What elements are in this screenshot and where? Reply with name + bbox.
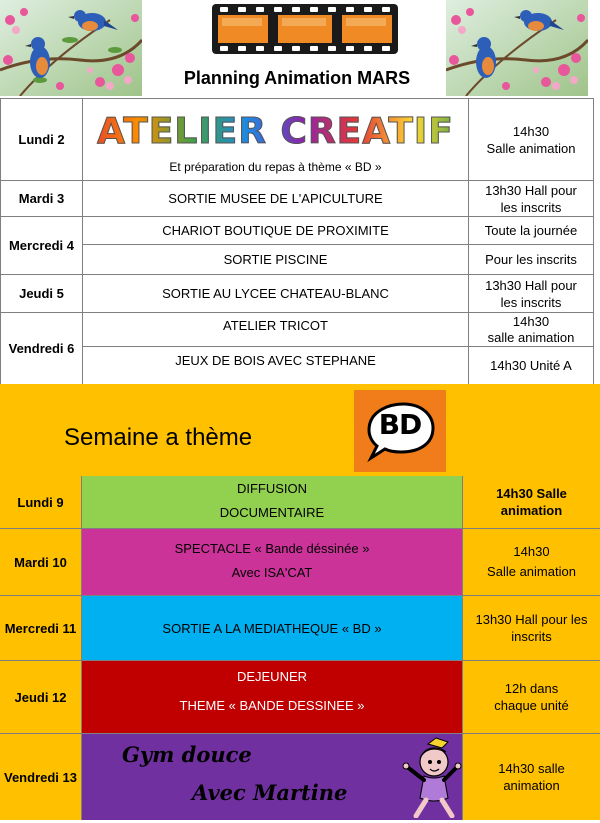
info-cell-vendredi-6b: 14h30 Unité A xyxy=(490,358,572,373)
film-strip-icon xyxy=(212,4,398,54)
day-cell-mardi-10: Mardi 10 xyxy=(0,529,82,595)
theme-week-banner xyxy=(0,384,600,476)
activity-cell-mercredi-4a: CHARIOT BOUTIQUE DE PROXIMITE xyxy=(162,223,389,238)
day-cell-jeudi-5: Jeudi 5 xyxy=(19,286,64,301)
day-cell-jeudi-12: Jeudi 12 xyxy=(0,661,82,733)
table-row-jeudi-12 xyxy=(0,661,600,733)
day-cell-mercredi-4: Mercredi 4 xyxy=(8,238,75,253)
atelier-creatif-logo: ATELIER CREATIF xyxy=(83,106,468,156)
birds-photo-right xyxy=(446,0,588,96)
day-cell-vendredi-13: Vendredi 13 xyxy=(0,734,82,820)
info-cell-mardi-10: 14h30 Salle animation xyxy=(462,529,600,595)
bd-badge-icon xyxy=(354,390,446,472)
activity-cell-jeudi-12 xyxy=(82,661,462,733)
bd-badge-text: BD xyxy=(378,408,422,441)
info-cell-lundi-9: 14h30 Salle animation xyxy=(462,476,600,528)
activity-line2-mardi-10: Avec ISA'CAT xyxy=(231,564,313,580)
activity-cell-vendredi-13 xyxy=(82,734,462,820)
activity-line1-mardi-10: SPECTACLE « Bande déssinée » xyxy=(174,540,370,556)
activity-line1-vendredi-13: Gym douce xyxy=(122,742,252,767)
info-cell-mardi-3: 13h30 Hall pour les inscrits xyxy=(485,182,577,215)
info-cell-mercredi-4b: Pour les inscrits xyxy=(485,252,577,267)
activity-line1-jeudi-12: DEJEUNER xyxy=(236,668,308,684)
activity-cell-vendredi-6a: ATELIER TRICOT xyxy=(223,318,328,333)
info-cell-lundi-2: 14h30 Salle animation xyxy=(486,123,576,156)
table-row-vendredi-13 xyxy=(0,734,600,820)
activity-line2-jeudi-12: THEME « BANDE DESSINEE » xyxy=(179,697,365,713)
week1-table xyxy=(0,98,600,384)
table-row-mardi-10 xyxy=(0,529,600,595)
activity-line2-vendredi-13: Avec Martine xyxy=(192,780,348,805)
activity-cell-mercredi-4b: SORTIE PISCINE xyxy=(223,252,328,267)
page-title: Planning Animation MARS xyxy=(183,67,411,88)
day-cell-mercredi-11: Mercredi 11 xyxy=(0,596,82,660)
activity-cell-mardi-10 xyxy=(82,529,462,595)
theme-label: Semaine a thème xyxy=(64,424,253,451)
day-cell-vendredi-6: Vendredi 6 xyxy=(8,341,75,356)
activity-cell-lundi-9 xyxy=(82,476,462,528)
activity-cell-vendredi-6b: JEUX DE BOIS AVEC STEPHANE xyxy=(175,352,376,368)
table-row-mercredi-11 xyxy=(0,596,600,660)
table-row-lundi-9 xyxy=(0,476,600,528)
activity-cell-mercredi-11: SORTIE A LA MEDIATHEQUE « BD » xyxy=(82,596,462,660)
info-cell-jeudi-12: 12h dans chaque unité xyxy=(462,661,600,733)
info-cell-vendredi-13: 14h30 salle animation xyxy=(462,734,600,820)
info-cell-mercredi-11: 13h30 Hall pour les inscrits xyxy=(462,596,600,660)
info-cell-vendredi-6a: 14h30 salle animation xyxy=(487,313,575,345)
info-cell-jeudi-5: 13h30 Hall pour les inscrits xyxy=(485,277,577,310)
week2-table xyxy=(0,476,600,820)
gym-character-icon xyxy=(398,736,462,818)
day-cell-lundi-9: Lundi 9 xyxy=(0,476,82,528)
activity-cell-jeudi-5: SORTIE AU LYCEE CHATEAU-BLANC xyxy=(162,286,389,301)
info-cell-mercredi-4a: Toute la journée xyxy=(484,223,578,238)
birds-photo-left xyxy=(0,0,142,96)
activity-line2-lundi-9: DOCUMENTAIRE xyxy=(219,504,325,520)
activity-text-lundi-2: Et préparation du repas à thème « BD » xyxy=(169,160,382,174)
day-cell-mardi-3: Mardi 3 xyxy=(18,191,65,206)
activity-cell-mardi-3: SORTIE MUSEE DE L'APICULTURE xyxy=(168,191,383,206)
day-cell-lundi-2: Lundi 2 xyxy=(18,132,65,147)
activity-line1-lundi-9: DIFFUSION xyxy=(236,480,308,496)
